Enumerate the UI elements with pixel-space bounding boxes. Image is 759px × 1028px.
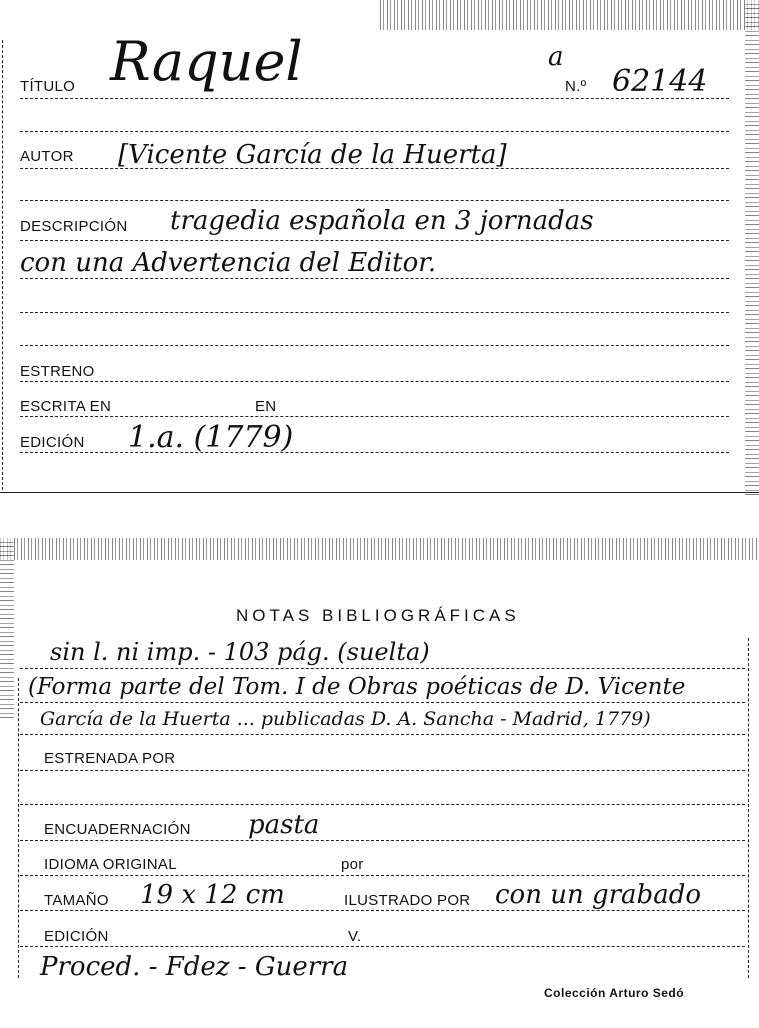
ilustrado-label: ILUSTRADO POR bbox=[344, 892, 471, 909]
tamano-rule bbox=[20, 910, 745, 911]
idioma-label: IDIOMA ORIGINAL bbox=[44, 856, 177, 873]
notas-line3: García de la Huerta ... publicadas D. A. Sancha - Madrid, 1779) bbox=[40, 708, 651, 730]
edicion2-label: EDICIÓN bbox=[44, 928, 109, 945]
en-label: EN bbox=[255, 398, 277, 415]
edicion-label: EDICIÓN bbox=[20, 434, 85, 451]
autor-rule bbox=[20, 168, 729, 169]
v-label: V. bbox=[348, 928, 362, 945]
notas-rule-1 bbox=[20, 668, 745, 669]
tamano-label: TAMAÑO bbox=[44, 892, 109, 909]
por-label: por bbox=[341, 856, 364, 873]
estrenada-label: ESTRENADA POR bbox=[44, 750, 176, 767]
bottom-card-right-border bbox=[748, 638, 749, 978]
notas-title: NOTAS BIBLIOGRÁFICAS bbox=[236, 606, 520, 625]
notas-line2: (Forma parte del Tom. I de Obras poéticas de D. Vicente bbox=[28, 674, 686, 700]
estrenada-rule bbox=[20, 770, 745, 771]
escrita-en-label: ESCRITA EN bbox=[20, 398, 112, 415]
estreno-label: ESTRENO bbox=[20, 363, 95, 380]
collection-credit: Colección Arturo Sedó bbox=[544, 986, 685, 1000]
edicion2-rule bbox=[20, 946, 745, 947]
encuadernacion-label: ENCUADERNACIÓN bbox=[44, 821, 191, 838]
encuadernacion-rule bbox=[20, 840, 745, 841]
encuadernacion-value: pasta bbox=[248, 810, 320, 840]
descripcion-line2: con una Advertencia del Editor. bbox=[20, 248, 437, 278]
top-card-bottom-border bbox=[0, 492, 759, 493]
bottom-card-torn-edge bbox=[0, 538, 759, 560]
bottom-card bbox=[0, 538, 759, 1028]
blank-rule-2 bbox=[20, 200, 729, 201]
top-card-torn-edge bbox=[380, 0, 759, 30]
blank-rule-3 bbox=[20, 312, 729, 313]
autor-label: AUTOR bbox=[20, 148, 74, 165]
proced-value: Proced. - Fdez - Guerra bbox=[40, 952, 349, 982]
titulo-value: Raquel bbox=[110, 30, 303, 93]
numero-prefix: a bbox=[548, 42, 564, 72]
autor-value: [Vicente García de la Huerta] bbox=[118, 140, 507, 170]
top-card-left-border bbox=[2, 40, 3, 490]
numero-value: 62144 bbox=[612, 64, 708, 99]
descripcion-line1: tragedia española en 3 jornadas bbox=[170, 206, 594, 236]
edicion-value: 1.a. (1779) bbox=[128, 420, 294, 455]
escrita-en-rule bbox=[20, 416, 729, 417]
descripcion-rule-2 bbox=[20, 278, 729, 279]
titulo-rule bbox=[20, 98, 729, 99]
ilustrado-value: con un grabado bbox=[495, 880, 701, 910]
numero-label: N.º bbox=[565, 78, 587, 95]
idioma-rule bbox=[20, 875, 745, 876]
notas-rule-2 bbox=[20, 702, 745, 703]
edicion-rule bbox=[20, 452, 729, 453]
notas-rule-3 bbox=[20, 734, 745, 735]
notas-line1: sin l. ni imp. - 103 pág. (suelta) bbox=[50, 638, 430, 666]
tamano-value: 19 x 12 cm bbox=[140, 880, 285, 910]
descripcion-rule-1 bbox=[20, 240, 729, 241]
titulo-label: TÍTULO bbox=[20, 78, 76, 95]
bottom-card-left-border bbox=[18, 678, 19, 978]
top-card-right-edge bbox=[745, 0, 759, 495]
blank-rule-4 bbox=[20, 345, 729, 346]
top-card bbox=[0, 0, 759, 495]
estreno-rule bbox=[20, 381, 729, 382]
blank-rule-5 bbox=[20, 804, 745, 805]
blank-rule-1 bbox=[20, 131, 729, 132]
descripcion-label: DESCRIPCIÓN bbox=[20, 218, 128, 235]
bottom-card-left-edge bbox=[0, 538, 14, 718]
